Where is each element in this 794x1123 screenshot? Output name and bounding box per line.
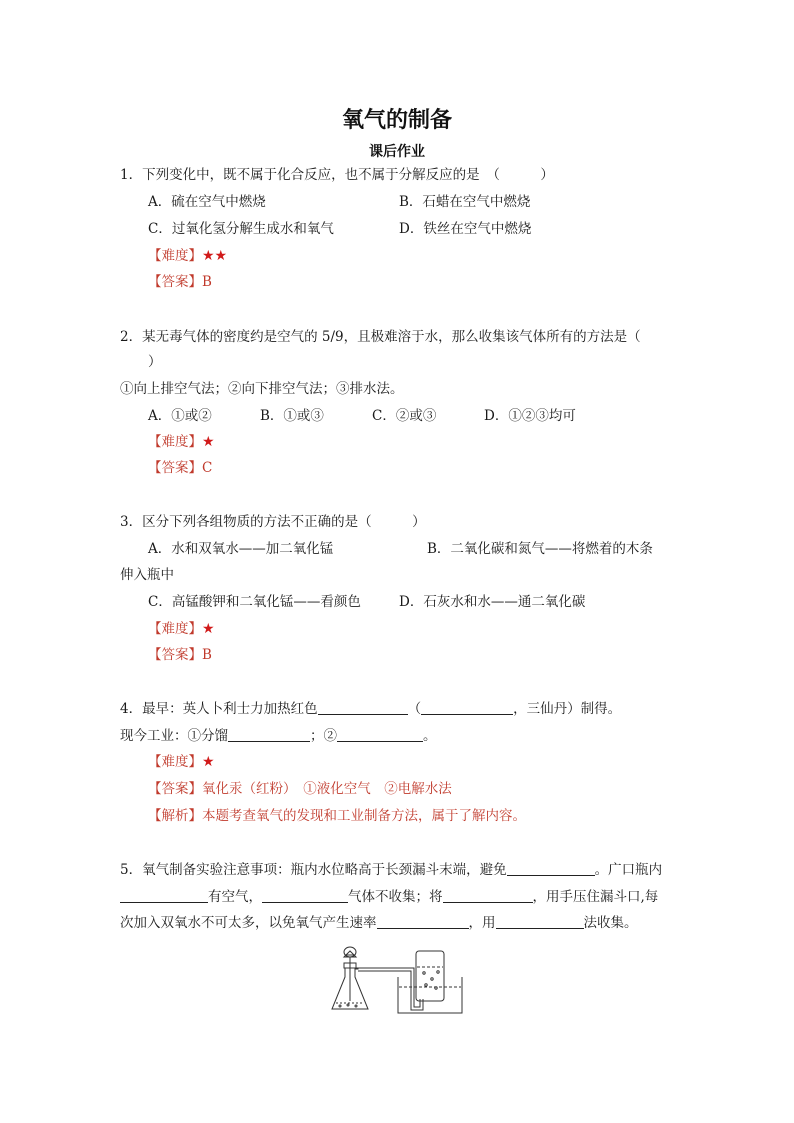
q4-answer [148,780,452,798]
delivery-tube-icon [355,968,423,1010]
fill-blank[interactable] [443,888,533,903]
gas-jar-icon [416,951,444,1001]
fill-blank[interactable] [318,700,408,715]
q4-analysis [148,807,526,825]
q3-option-c: C．高锰酸钾和二氧化锰——看颜色 [148,594,361,610]
q4-text-3: ，三仙丹）制得。 [513,701,622,717]
q4-difficulty [148,753,215,771]
page-subtitle: 课后作业 [369,144,425,160]
q2-answer [148,459,212,477]
answer-value: B [202,647,212,663]
fill-blank[interactable] [120,888,208,903]
difficulty-label: 【难度】 [148,248,202,264]
fill-blank[interactable] [496,914,584,929]
q5-line1 [120,861,662,879]
q2-stem-cont: ） [148,354,162,370]
q5-text-6: 次加入双氧水不可太多，以免氧气产生速率 [120,915,377,931]
q1-difficulty [148,247,227,265]
difficulty-stars: ★ [202,754,215,770]
q3-option-b-cont: 伸入瓶中 [120,567,174,583]
fill-blank[interactable] [507,861,595,876]
separatory-funnel-icon [344,947,356,1001]
fill-blank[interactable] [262,888,348,903]
answer-value: B [202,274,212,290]
q4-text-6: 。 [423,728,437,744]
q5-line2 [120,888,658,906]
answer-label: 【答案】 [148,274,202,290]
q3-option-b: B．二氧化碳和氮气——将燃着的木条 [427,541,653,557]
difficulty-stars: ★★ [202,248,228,264]
q2-option-c: C．②或③ [372,408,437,424]
q5-text-2: 。广口瓶内 [594,862,663,878]
q2-difficulty [148,433,215,451]
q2-option-a: A．①或② [148,408,212,424]
analysis-label: 【解析】 [148,808,202,824]
q2-option-d: D．①②③均可 [484,408,576,424]
difficulty-label: 【难度】 [148,754,202,770]
difficulty-label: 【难度】 [148,434,202,450]
answer-label: 【答案】 [148,647,202,663]
q4-text-4: 现今工业：①分馏 [120,728,228,744]
q1-option-d: D．铁丝在空气中燃烧 [399,221,532,237]
q2-methods: ①向上排空气法；②向下排空气法；③排水法。 [120,381,404,397]
q4-line2 [120,727,437,745]
q1-answer [148,273,212,291]
q3-option-d: D．石灰水和水——通二氧化碳 [399,594,586,610]
q4-line1 [120,700,621,718]
fill-blank[interactable] [228,727,310,742]
answer-label: 【答案】 [148,460,202,476]
q3-stem: 3．区分下列各组物质的方法不正确的是（ ） [120,514,426,530]
q2-stem: 2．某无毒气体的密度约是空气的 5/9，且极难溶于水，那么收集该气体所有的方法是（ [120,329,641,345]
q4-text-5: ；② [310,728,337,744]
q5-text-5: ，用手压住漏斗口,每 [532,889,659,905]
q1-option-a: A．硫在空气中燃烧 [148,194,266,210]
q3-answer [148,646,212,664]
analysis-value: 本题考查氧气的发现和工业制备方法，属于了解内容。 [202,808,526,824]
water-trough-icon [398,977,462,1013]
q1-option-b: B．石蜡在空气中燃烧 [399,194,531,210]
answer-value: C [202,460,213,476]
q5-text-4: 气体不收集；将 [348,889,443,905]
answer-value: 氧化汞（红粉） ①液化空气 ②电解水法 [202,781,452,797]
difficulty-stars: ★ [202,621,215,637]
page-title: 氧气的制备 [341,108,452,133]
difficulty-label: 【难度】 [148,621,202,637]
q5-line3 [120,914,638,932]
q5-text-1: 5．氧气制备实验注意事项：瓶内水位略高于长颈漏斗末端，避免 [120,862,507,878]
q1-stem: 1．下列变化中，既不属于化合反应，也不属于分解反应的是 （ ） [120,167,554,183]
q4-text-1: 4．最早：英人卜利士力加热红色 [120,701,318,717]
difficulty-stars: ★ [202,434,215,450]
q1-option-c: C．过氧化氢分解生成水和氧气 [148,221,334,237]
oxygen-apparatus-diagram [328,943,464,1015]
answer-label: 【答案】 [148,781,202,797]
q5-text-8: 法收集。 [583,915,638,931]
fill-blank[interactable] [377,914,469,929]
q4-text-2: （ [407,701,422,717]
q3-difficulty [148,620,215,638]
q5-text-3: 有空气， [208,889,262,905]
q3-option-a: A．水和双氧水——加二氧化锰 [148,541,334,557]
q5-text-7: ，用 [468,915,496,931]
fill-blank[interactable] [421,700,513,715]
q2-option-b: B．①或③ [260,408,324,424]
fill-blank[interactable] [337,727,423,742]
